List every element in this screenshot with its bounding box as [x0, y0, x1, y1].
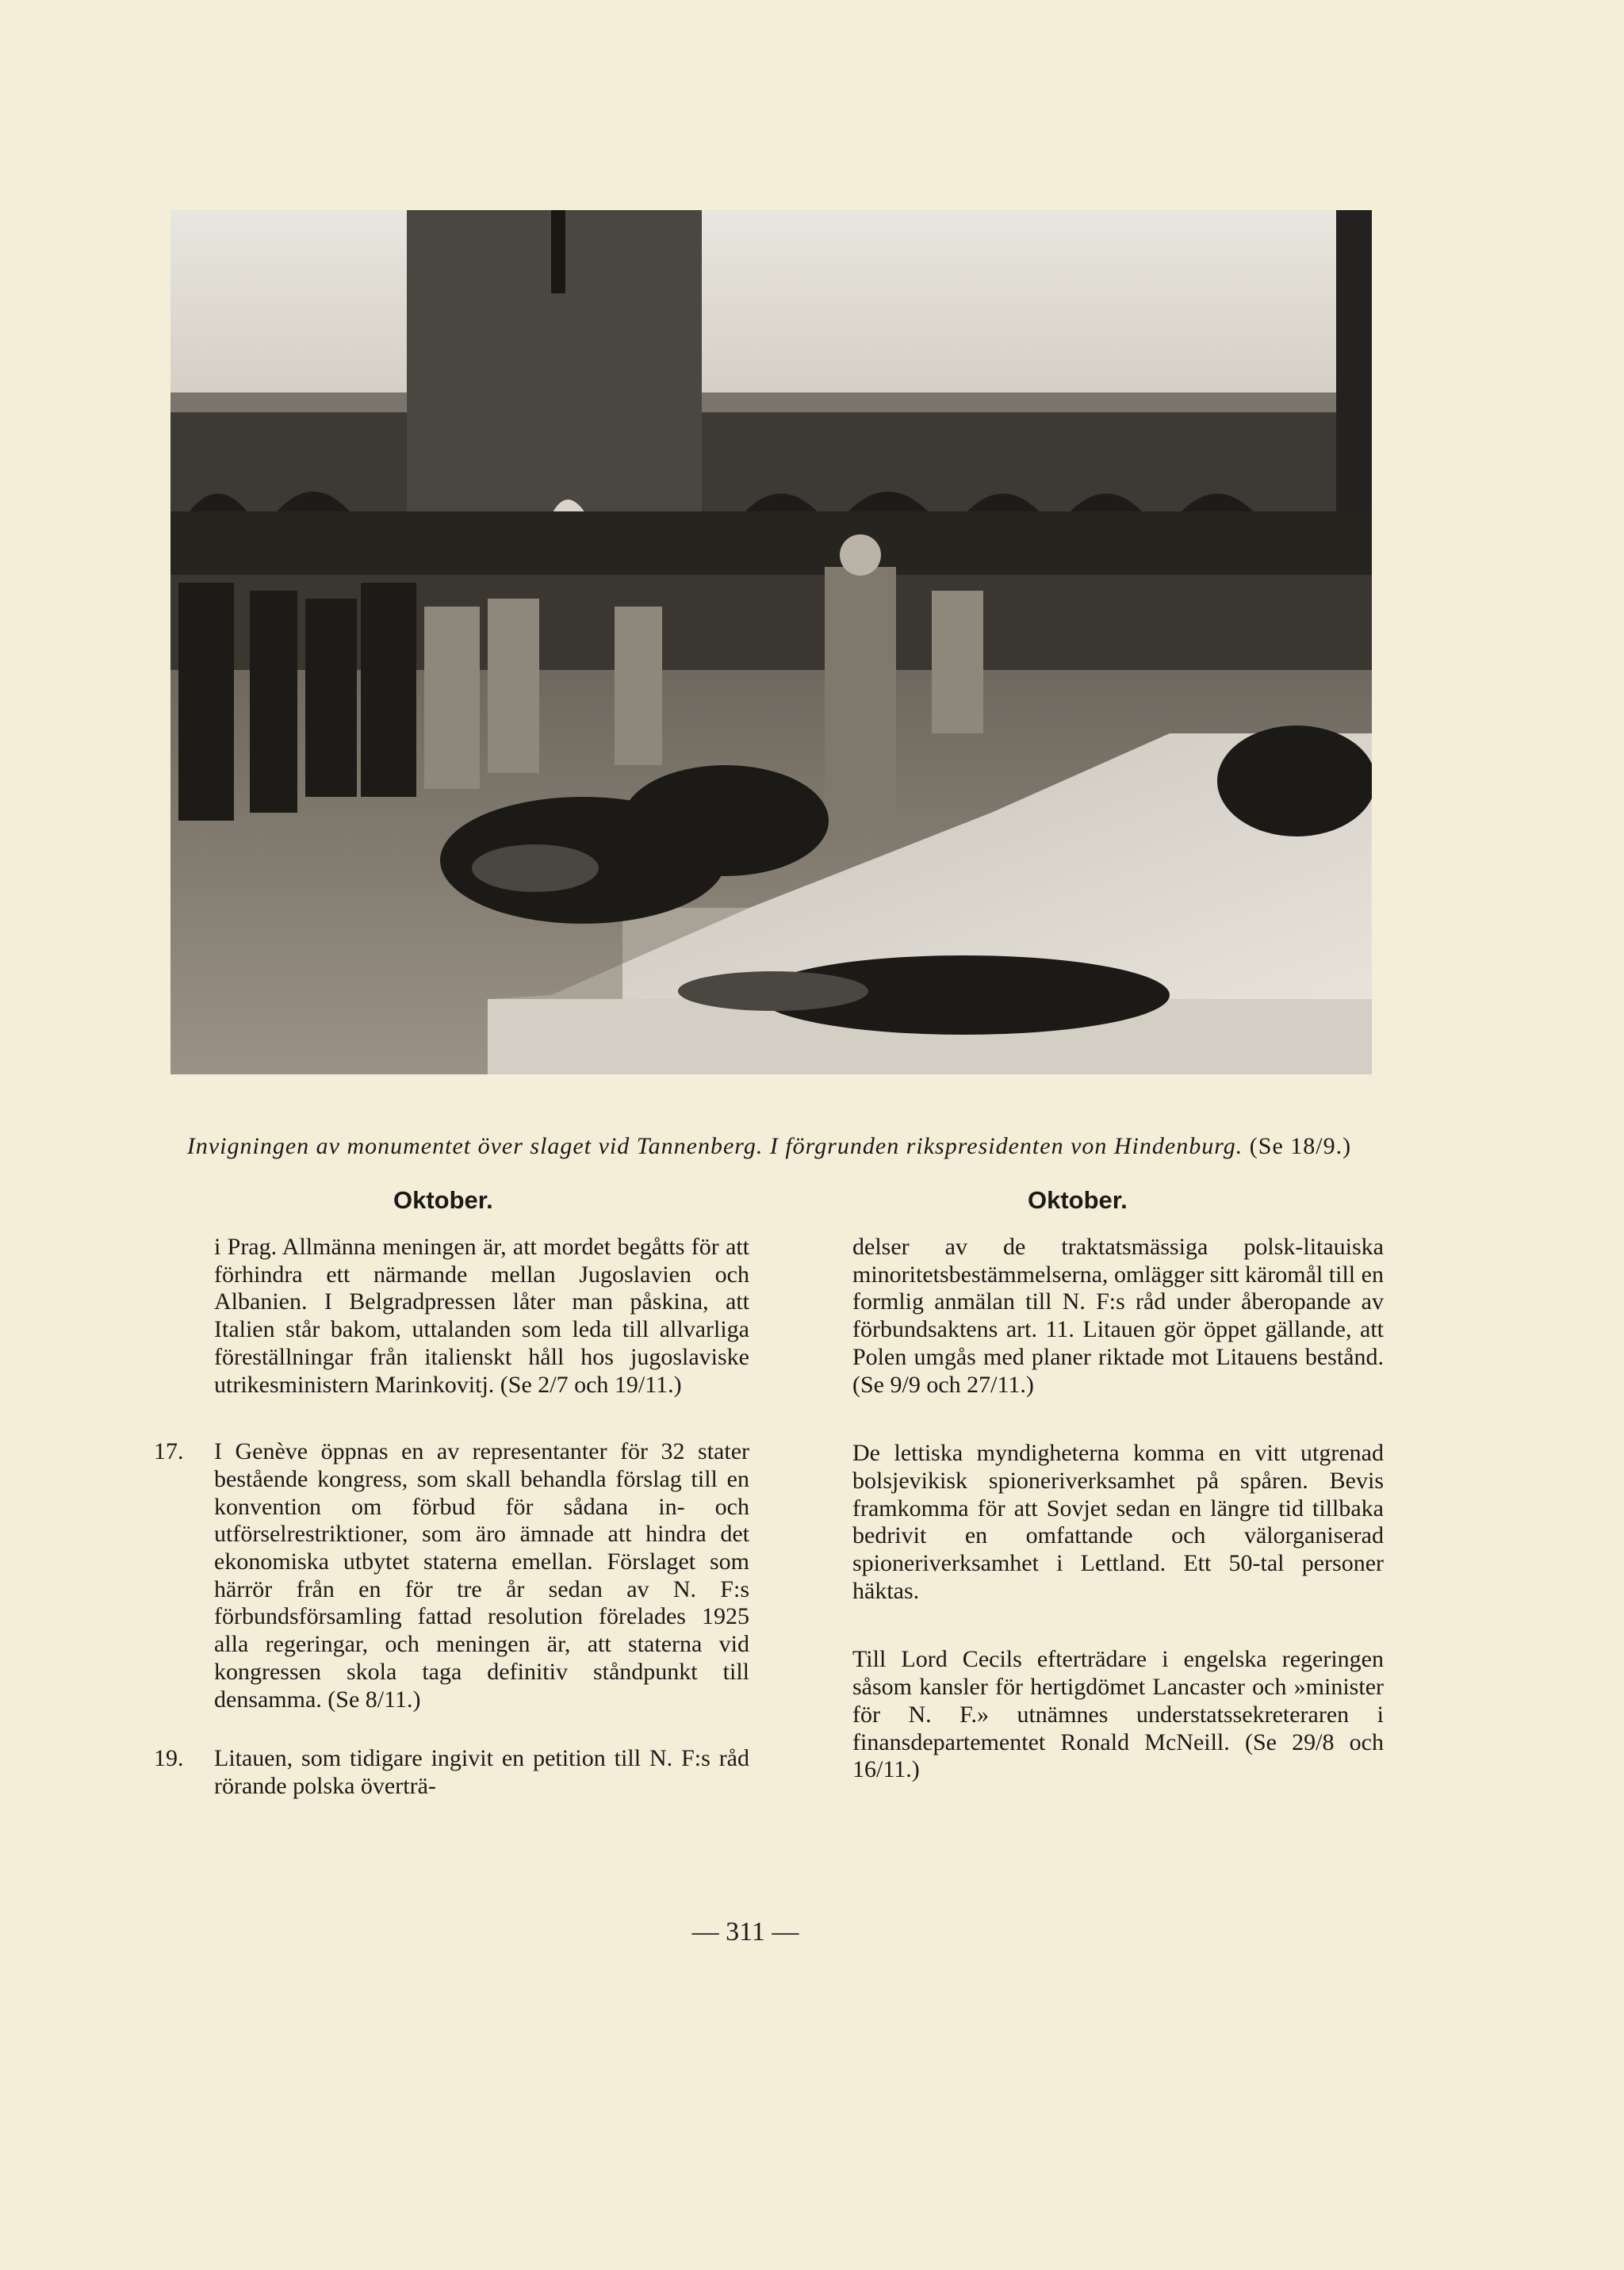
entry-day: 19.	[154, 1745, 184, 1772]
entry-text: delser av de traktatsmässiga polsk-litauiska minoritetsbestämmelserna, omlägger sitt käromål till en formlig anmälan till N. F:s råd under åberopande av förbundsaktens art. 11. Litauen gör öppet gällande, att Polen umgås med planer riktade mot Litauens bestånd. (Se 9/9 och 27/11.)	[852, 1234, 1384, 1398]
caption-text: Invigningen av monumentet över slaget vid Tannenberg. I förgrunden rikspresidenten von Hindenburg.	[186, 1133, 1243, 1159]
entry-text: De lettiska myndigheterna komma en vitt utgrenad bolsjevikisk spioneriverksamhet på spåren. Bevis framkomma för att Sovjet sedan en längre tid tillbaka bedrivit en omfattande och välorganiserad spioneriverksamhet i Lettland. Ett 50-tal personer häktas.	[852, 1440, 1384, 1604]
entry	[214, 1234, 749, 1399]
caption-ref: (Se 18/9.)	[1249, 1133, 1352, 1159]
entry	[154, 1745, 749, 1800]
entry-text: i Prag. Allmänna meningen är, att mordet begåtts för att förhindra ett närmande mellan Jugoslavien och Albanien. I Belgradpressen låter man påskina, att Italien står bakom, uttalanden som leda till allvarliga föreställningar från italienskt håll hos jugoslaviske utrikesministern Marinkovitj. (Se 2/7 och 19/11.)	[214, 1234, 749, 1398]
entry-text: Till Lord Cecils efterträdare i engelska regeringen såsom kansler för hertigdömet Lancaster och »minister för N. F.» utnämnes understatssekreteraren i finansdepartementet Ronald McNeill. (Se 29/8 och 16/11.)	[852, 1646, 1384, 1783]
entry	[852, 1234, 1384, 1399]
entry	[852, 1440, 1384, 1605]
entry-text: I Genève öppnas en av representanter för 32 stater bestående kongress, som skall behandla förslag till en konvention om förbud för sådana in- och utförselrestriktioner, som äro ämnade att hindra det ekonomiska utbytet staterna emellan. Förslaget som härrör från en för tre år sedan av N. F:s förbundsförsamling fattad resolution förelades 1925 alla regeringar, och meningen är, att staterna vid kongressen skola taga definitiv ståndpunkt till densamma. (Se 8/11.)	[214, 1438, 749, 1713]
month-header-right: Oktober.	[1028, 1186, 1128, 1214]
entry	[852, 1646, 1384, 1784]
entry-day: 17.	[154, 1438, 184, 1465]
right-column	[852, 1234, 1384, 1825]
left-column	[154, 1234, 749, 1832]
entry	[154, 1438, 749, 1713]
photo-caption	[174, 1132, 1364, 1161]
page-number: — 311 —	[691, 1917, 799, 1947]
photograph	[170, 210, 1372, 1074]
month-header-left: Oktober.	[393, 1186, 493, 1214]
photograph-icon	[170, 210, 1372, 1074]
entry-text: Litauen, som tidigare ingivit en petition till N. F:s råd rörande polska överträ-	[214, 1745, 749, 1799]
